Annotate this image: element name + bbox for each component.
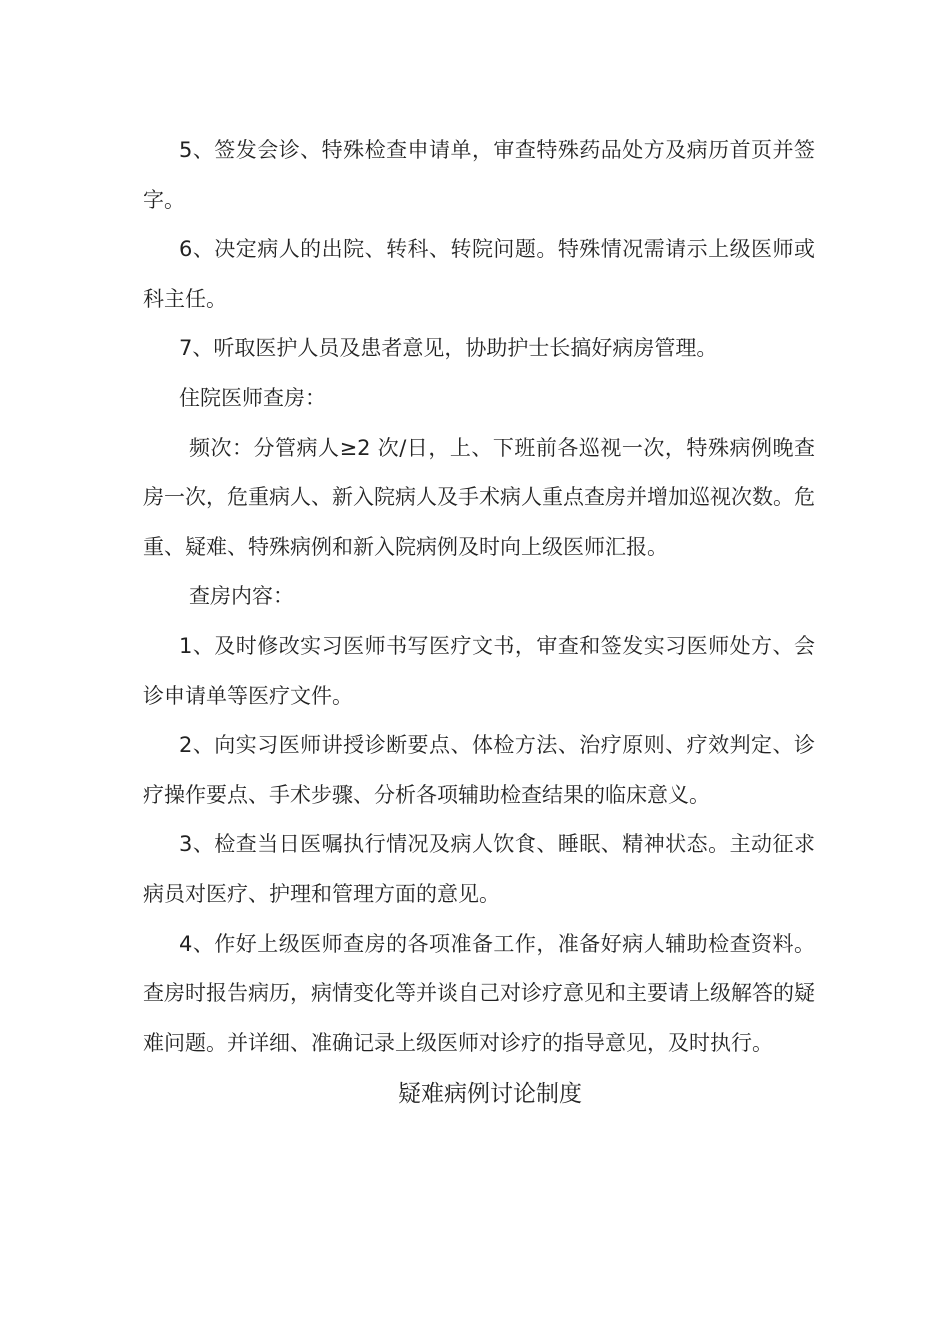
document-body — [143, 126, 815, 1119]
paragraph-item-7: 7、听取医护人员及患者意见，协助护士长搞好病房管理。 — [179, 336, 718, 361]
content-item-1: 1、及时修改实习医师书写医疗文书，审查和签发实习医师处方、会诊申请单等医疗文件。 — [143, 633, 815, 708]
section-title: 疑难病例讨论制度 — [398, 1081, 582, 1108]
rounds-frequency-paragraph: 频次：分管病人≥2 次/日，上、下班前各巡视一次，特殊病例晚查房一次，危重病人、新入院病人及手术病人重点查房并增加巡视次数。危重、疑难、特殊病例和新入院病例及时向上级医师汇报。 — [143, 435, 815, 559]
content-item-3: 3、检查当日医嘱执行情况及病人饮食、睡眠、精神状态。主动征求病员对医疗、护理和管理方面的意见。 — [143, 832, 815, 906]
content-item-4: 4、作好上级医师查房的各项准备工作，准备好病人辅助检查资料。查房时报告病历，病情变化等并谈自己对诊疗意见和主要请上级解答的疑难问题。并详细、准确记录上级医师对诊疗的指导意见，及时执行。 — [143, 931, 815, 1055]
paragraph-item-5: 5、签发会诊、特殊检查申请单，审查特殊药品处方及病历首页并签字。 — [143, 138, 815, 212]
paragraph-item-6: 6、决定病人的出院、转科、转院问题。特殊情况需请示上级医师或科主任。 — [143, 237, 815, 311]
resident-rounds-heading: 住院医师查房： — [179, 385, 326, 410]
rounds-content-heading: 查房内容： — [189, 584, 294, 609]
content-item-2: 2、向实习医师讲授诊断要点、体检方法、治疗原则、疗效判定、诊疗操作要点、手术步骤、分析各项辅助检查结果的临床意义。 — [143, 733, 815, 807]
